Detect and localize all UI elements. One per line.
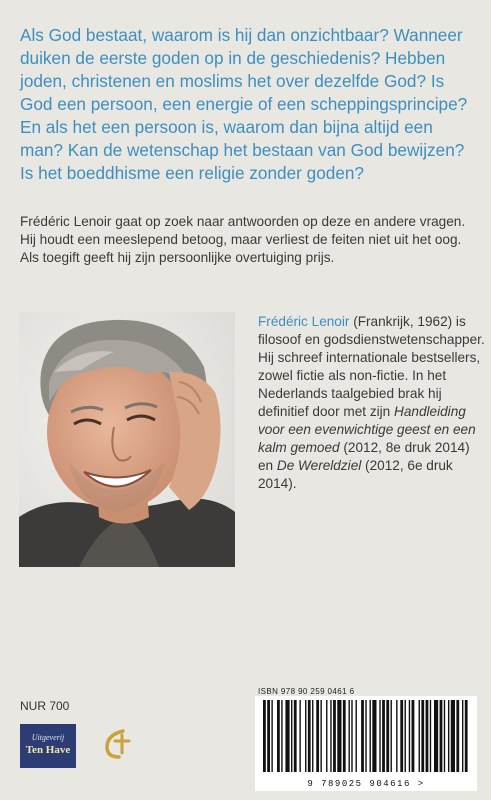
barcode-bar [343, 700, 346, 772]
book-title-2: De Wereldziel [276, 458, 362, 473]
barcode-bar [337, 700, 341, 772]
author-portrait [19, 312, 235, 567]
barcode-bar [294, 700, 297, 772]
lead-paragraph: Frédéric Lenoir gaat op zoek naar antwoorden op deze en andere vragen. Hij houdt een meeslepend betoog, maar verliest de feiten niet uit het oog. Als toegift geeft hij zijn persoonlijke overtuiging prijs. [20, 214, 466, 265]
barcode-box [255, 696, 477, 791]
barcode-bar [444, 700, 445, 772]
barcode-bar [351, 700, 352, 772]
barcode-bar [400, 700, 403, 772]
bio-text-3: (2012, 6e druk 2014). [258, 458, 453, 491]
barcode-bar [365, 700, 366, 772]
publisher-logo-line2: Ten Have [25, 744, 71, 756]
barcode-bar [312, 700, 313, 772]
barcode-bar [316, 700, 319, 772]
barcode-bar [333, 700, 336, 772]
author-bio [258, 313, 488, 493]
publisher-mark-icon [101, 727, 135, 761]
barcode-bar [348, 700, 349, 772]
barcode-bar [426, 700, 429, 772]
barcode-bar [299, 700, 300, 772]
barcode-bar [285, 700, 289, 772]
barcode-bar [405, 700, 406, 772]
publisher-logo [20, 724, 76, 768]
barcode-bar [281, 700, 282, 772]
barcode-bar [456, 700, 459, 772]
barcode-bar [291, 700, 292, 772]
barcode-bar [382, 700, 385, 772]
barcode-bar [465, 700, 468, 772]
barcode-bar [434, 700, 438, 772]
barcode-bar [355, 700, 356, 772]
barcode-bar [305, 700, 306, 772]
bio-text-1: (Frankrijk, 1962) is filosoof en godsdienstwetenschapper. Hij schreef internationale bestsellers, zowel fictie als non-fictie. In het Nederlands taalgebied brak hij definitief door met zijn [258, 314, 485, 419]
barcode-bar [396, 700, 397, 772]
barcode-bar [267, 700, 270, 772]
author-name: Frédéric Lenoir [258, 314, 350, 329]
publisher-logo-line1: Uitgeverij [31, 733, 65, 742]
barcode-bar [386, 700, 389, 772]
barcode-bar [462, 700, 463, 772]
barcode-bar [361, 700, 364, 772]
intro-questions: Als God bestaat, waarom is hij dan onzichtbaar? Wanneer duiken de eerste goden op in de geschiedenis? Hebben joden, christenen en moslims het over dezelfde God? Is God een persoon, een energie of een scheppingsprincipe? En als het een persoon is, waarom dan bijna altijd een man? Kan de wetenschap het bestaan van God bewijzen? Is het boeddhisme een religie zonder goden? [20, 25, 468, 183]
barcode-digits: 9 789025 904616 > [307, 779, 425, 789]
barcode-bar [430, 700, 431, 772]
nur-code: NUR 700 [20, 699, 70, 713]
barcode-bar [263, 700, 266, 772]
barcode-bar [391, 700, 392, 772]
bio-text-2: (2012, 8e druk 2014) en [258, 440, 470, 473]
barcode-bar [409, 700, 410, 772]
book-title-1: Handleiding voor een evenwichtige geest en een kalm gemoed [258, 404, 476, 455]
barcode-bar [451, 700, 455, 772]
barcode-bar [370, 700, 371, 772]
barcode-bar [277, 700, 280, 772]
barcode-bar [379, 700, 380, 772]
barcode-bar [412, 700, 415, 772]
barcode-bar [271, 700, 272, 772]
barcode [263, 700, 469, 772]
barcode-bar [421, 700, 424, 772]
barcode-bar [320, 700, 321, 772]
barcode-bar [419, 700, 420, 772]
barcode-bar [308, 700, 311, 772]
barcode-bar [440, 700, 443, 772]
barcode-bar [330, 700, 331, 772]
barcode-bar [448, 700, 449, 772]
barcode-bar [326, 700, 327, 772]
isbn-label: ISBN 978 90 259 0461 6 [258, 687, 355, 696]
barcode-bar [372, 700, 376, 772]
